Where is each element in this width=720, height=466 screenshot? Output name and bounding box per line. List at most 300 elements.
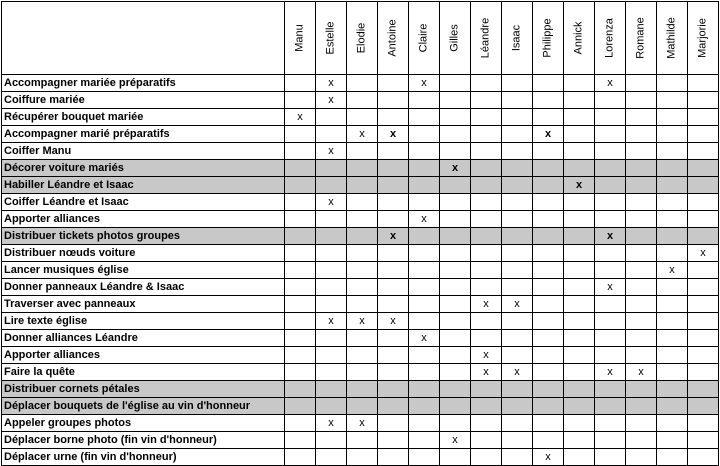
assignment-cell [502,262,533,279]
assignment-cell [285,92,316,109]
assignment-cell [657,245,688,262]
assignment-cell [595,245,626,262]
assignment-cell [347,432,378,449]
assignment-cell [688,415,719,432]
assignment-cell [409,245,440,262]
assignment-cell [440,126,471,143]
assignment-cell [440,92,471,109]
assignment-cell [347,211,378,228]
column-header [502,2,533,75]
assignment-cell [285,160,316,177]
assignment-cell [471,109,502,126]
assignment-cell: x [595,228,626,245]
assignment-cell [347,194,378,211]
assignment-cell [378,347,409,364]
task-label: Appeler groupes photos [2,415,285,432]
assignment-cell [285,415,316,432]
assignment-cell [409,313,440,330]
assignment-cell [564,262,595,279]
table-row [2,432,719,449]
assignment-cell [533,75,564,92]
table-row [2,330,719,347]
assignment-table [1,1,719,466]
column-header-label: Annick [572,21,585,55]
assignment-cell [440,347,471,364]
assignment-cell [595,415,626,432]
assignment-cell [471,245,502,262]
task-label: Déplacer borne photo (fin vin d'honneur) [2,432,285,449]
assignment-cell: x [378,313,409,330]
assignment-cell [657,398,688,415]
assignment-cell [409,228,440,245]
assignment-cell [688,313,719,330]
assignment-cell: x [285,109,316,126]
assignment-cell [316,279,347,296]
task-label: Distribuer nœuds voiture [2,245,285,262]
assignment-cell [440,109,471,126]
assignment-cell [657,381,688,398]
column-header-label: Gilles [448,24,461,52]
assignment-cell [409,194,440,211]
assignment-cell [471,143,502,160]
column-header-label: Lorenza [603,18,616,58]
assignment-cell [502,381,533,398]
column-header-label: Mathilde [665,17,678,59]
assignment-cell [316,177,347,194]
assignment-cell [440,449,471,466]
assignment-cell [626,177,657,194]
assignment-cell [285,398,316,415]
assignment-cell [316,296,347,313]
assignment-cell [688,279,719,296]
assignment-cell [440,279,471,296]
assignment-cell [316,262,347,279]
assignment-cell [564,381,595,398]
assignment-cell [471,330,502,347]
assignment-cell [440,194,471,211]
assignment-cell [657,92,688,109]
assignment-cell [626,228,657,245]
assignment-cell [316,228,347,245]
assignment-cell [285,279,316,296]
assignment-cell [347,279,378,296]
task-label: Déplacer urne (fin vin d'honneur) [2,449,285,466]
assignment-cell [595,296,626,313]
assignment-cell: x [316,415,347,432]
assignment-cell [502,143,533,160]
column-header [533,2,564,75]
assignment-cell [688,126,719,143]
assignment-cell [440,330,471,347]
assignment-cell [378,262,409,279]
assignment-cell [347,109,378,126]
assignment-cell [285,364,316,381]
assignment-cell [316,330,347,347]
assignment-cell [409,177,440,194]
assignment-cell [595,194,626,211]
assignment-cell [285,347,316,364]
assignment-cell: x [502,296,533,313]
assignment-cell [440,75,471,92]
assignment-cell [657,330,688,347]
table-row [2,415,719,432]
assignment-cell [533,211,564,228]
assignment-cell [657,194,688,211]
assignment-cell [409,126,440,143]
assignment-cell [595,381,626,398]
column-header [595,2,626,75]
assignment-cell [595,313,626,330]
task-label: Apporter alliances [2,211,285,228]
assignment-cell: x [471,347,502,364]
assignment-cell [626,381,657,398]
assignment-cell [316,347,347,364]
assignment-cell [533,143,564,160]
assignment-cell [347,262,378,279]
assignment-cell [688,228,719,245]
assignment-cell [564,92,595,109]
assignment-cell [316,126,347,143]
assignment-cell [564,313,595,330]
assignment-cell [440,228,471,245]
assignment-cell [564,364,595,381]
assignment-cell [595,92,626,109]
assignment-cell [347,245,378,262]
assignment-cell [378,296,409,313]
assignment-cell [471,177,502,194]
assignment-cell [378,279,409,296]
assignment-cell [626,211,657,228]
task-label: Habiller Léandre et Isaac [2,177,285,194]
assignment-cell [285,177,316,194]
assignment-cell [347,143,378,160]
assignment-cell: x [657,262,688,279]
assignment-cell [409,432,440,449]
assignment-cell [626,415,657,432]
assignment-cell [564,432,595,449]
assignment-cell [626,262,657,279]
assignment-cell [285,211,316,228]
assignment-cell [409,347,440,364]
assignment-cell [626,194,657,211]
task-label: Distribuer cornets pétales [2,381,285,398]
assignment-cell [595,432,626,449]
assignment-cell [657,177,688,194]
assignment-cell [595,109,626,126]
assignment-cell: x [409,75,440,92]
corner-cell [2,2,285,75]
assignment-cell [564,109,595,126]
assignment-cell [564,75,595,92]
task-label: Faire la quête [2,364,285,381]
assignment-cell [502,313,533,330]
assignment-cell: x [533,126,564,143]
assignment-cell [316,160,347,177]
assignment-cell: x [595,75,626,92]
assignment-cell [409,92,440,109]
assignment-cell [285,143,316,160]
table-row [2,364,719,381]
assignment-cell [533,245,564,262]
assignment-cell [409,364,440,381]
assignment-cell [409,279,440,296]
assignment-cell: x [378,228,409,245]
table-row [2,398,719,415]
assignment-cell [502,126,533,143]
assignment-cell [564,126,595,143]
assignment-cell: x [533,449,564,466]
assignment-cell [657,228,688,245]
assignment-cell: x [378,126,409,143]
table-row [2,75,719,92]
assignment-cell [378,398,409,415]
assignment-cell [626,160,657,177]
assignment-cell [285,75,316,92]
assignment-cell [440,143,471,160]
column-header-label: Claire [417,23,430,53]
assignment-cell [564,194,595,211]
assignment-cell [657,347,688,364]
assignment-cell [502,75,533,92]
assignment-cell [316,245,347,262]
assignment-cell [626,75,657,92]
assignment-cell [688,75,719,92]
assignment-cell [440,415,471,432]
column-header [657,2,688,75]
column-header-label: Léandre [479,17,492,59]
assignment-cell [533,364,564,381]
assignment-cell [347,75,378,92]
assignment-cell [471,160,502,177]
assignment-cell [533,177,564,194]
assignment-cell [688,143,719,160]
assignment-cell [533,330,564,347]
assignment-cell [657,279,688,296]
table-row [2,194,719,211]
assignment-cell [564,160,595,177]
assignment-cell [440,211,471,228]
assignment-cell: x [440,432,471,449]
assignment-cell [502,177,533,194]
assignment-cell [440,296,471,313]
assignment-cell [564,279,595,296]
column-header-label: Philippe [541,18,554,58]
assignment-cell [471,279,502,296]
assignment-cell [564,347,595,364]
table-row [2,109,719,126]
table-row [2,126,719,143]
assignment-cell [533,313,564,330]
assignment-cell: x [409,330,440,347]
assignment-cell [378,92,409,109]
assignment-cell [316,398,347,415]
assignment-cell: x [316,313,347,330]
assignment-cell [502,160,533,177]
assignment-cell [502,330,533,347]
assignment-cell [533,160,564,177]
column-header-label: Romane [634,17,647,59]
assignment-cell [440,177,471,194]
assignment-cell [626,126,657,143]
assignment-cell [502,449,533,466]
column-header-label: Isaac [510,24,523,52]
assignment-cell [533,296,564,313]
assignment-cell [471,194,502,211]
assignment-cell [564,398,595,415]
assignment-cell [440,381,471,398]
assignment-cell: x [316,194,347,211]
table-row [2,92,719,109]
assignment-cell [440,245,471,262]
assignment-cell [626,279,657,296]
table-row [2,279,719,296]
task-label: Coiffure mariée [2,92,285,109]
column-header-label: Estelle [324,21,337,55]
assignment-cell [533,228,564,245]
assignment-cell [378,177,409,194]
table-row [2,262,719,279]
task-label: Lancer musiques église [2,262,285,279]
assignment-cell [378,143,409,160]
assignment-cell [316,364,347,381]
column-header [564,2,595,75]
assignment-cell: x [688,245,719,262]
assignment-cell [688,449,719,466]
assignment-cell [471,228,502,245]
assignment-cell [688,211,719,228]
task-label: Accompagner mariée préparatifs [2,75,285,92]
column-header [285,2,316,75]
assignment-cell [502,228,533,245]
assignment-cell [626,109,657,126]
assignment-cell [409,415,440,432]
assignment-cell [595,160,626,177]
assignment-cell [626,92,657,109]
assignment-cell [409,143,440,160]
assignment-cell [285,381,316,398]
assignment-cell [533,398,564,415]
assignment-cell [502,347,533,364]
assignment-cell [502,279,533,296]
assignment-cell [378,160,409,177]
assignment-cell [564,228,595,245]
assignment-cell [409,398,440,415]
assignment-cell [688,432,719,449]
assignment-cell [471,211,502,228]
assignment-cell: x [316,75,347,92]
assignment-cell [502,194,533,211]
assignment-cell [440,364,471,381]
task-label: Donner panneaux Léandre & Isaac [2,279,285,296]
assignment-cell [378,415,409,432]
assignment-cell [409,109,440,126]
assignment-cell [285,432,316,449]
assignment-cell [471,398,502,415]
assignment-cell [285,296,316,313]
assignment-cell: x [502,364,533,381]
assignment-cell [595,143,626,160]
assignment-cell [347,449,378,466]
assignment-cell [378,432,409,449]
assignment-cell [533,381,564,398]
assignment-cell [688,330,719,347]
assignment-cell [533,194,564,211]
assignment-cell [657,75,688,92]
task-label: Coiffer Léandre et Isaac [2,194,285,211]
assignment-cell [657,109,688,126]
assignment-cell [440,398,471,415]
assignment-cell: x [316,143,347,160]
assignment-cell [564,143,595,160]
column-header [409,2,440,75]
assignment-cell [409,160,440,177]
assignment-cell [347,296,378,313]
assignment-cell [471,313,502,330]
assignment-cell [688,364,719,381]
assignment-cell [347,177,378,194]
assignment-cell [502,211,533,228]
column-header [626,2,657,75]
assignment-cell [285,194,316,211]
assignment-cell [688,194,719,211]
table-row [2,177,719,194]
assignment-cell: x [347,126,378,143]
assignment-cell [502,415,533,432]
assignment-cell [347,228,378,245]
assignment-cell [347,92,378,109]
assignment-cell [471,415,502,432]
header-row [2,2,719,75]
assignment-cell [502,109,533,126]
task-label: Accompagner marié préparatifs [2,126,285,143]
assignment-cell [285,228,316,245]
assignment-cell [316,432,347,449]
assignment-cell [626,449,657,466]
assignment-cell [471,75,502,92]
assignment-cell [688,177,719,194]
assignment-cell [316,211,347,228]
table-row [2,245,719,262]
column-header-label: Elodie [355,22,368,54]
column-header [440,2,471,75]
assignment-cell [533,432,564,449]
column-header [347,2,378,75]
assignment-cell [316,449,347,466]
table-row [2,143,719,160]
assignment-cell [409,262,440,279]
assignment-cell [347,381,378,398]
table-row [2,449,719,466]
assignment-cell: x [316,92,347,109]
assignment-cell [378,330,409,347]
assignment-cell: x [564,177,595,194]
assignment-cell: x [595,279,626,296]
assignment-cell [378,75,409,92]
assignment-cell [657,126,688,143]
column-header [378,2,409,75]
assignment-cell: x [471,364,502,381]
table-row [2,228,719,245]
assignment-cell [409,296,440,313]
assignment-cell [657,313,688,330]
assignment-cell [564,330,595,347]
assignment-cell [285,330,316,347]
assignment-cell [626,432,657,449]
assignment-cell [626,347,657,364]
assignment-cell [657,160,688,177]
assignment-cell [471,126,502,143]
table-row [2,347,719,364]
